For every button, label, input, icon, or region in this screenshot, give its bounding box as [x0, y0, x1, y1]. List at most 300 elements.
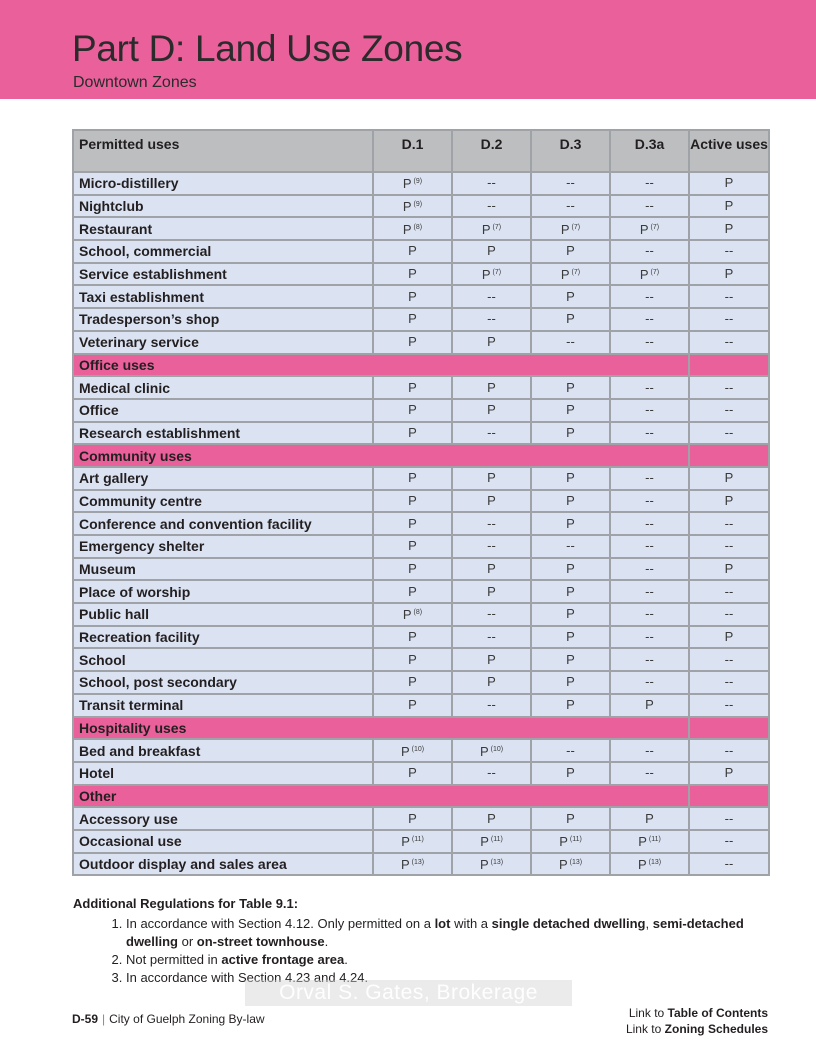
permission-value: P	[402, 221, 412, 237]
table-row	[73, 263, 769, 286]
permission-cell	[610, 762, 689, 785]
footnote-ref: (8)	[413, 223, 423, 231]
link-zoning-schedules[interactable]: Link to Zoning Schedules	[625, 1022, 768, 1036]
permission-cell	[689, 648, 769, 671]
footnote-ref: (7)	[492, 269, 502, 277]
table-row	[73, 172, 769, 195]
permission-cell	[531, 285, 610, 308]
permission-value: P	[724, 765, 734, 781]
permission-value: --	[724, 515, 734, 531]
section-label: Office uses	[73, 354, 689, 377]
table-row	[73, 739, 769, 762]
permission-value: P	[724, 470, 734, 486]
permission-value: P	[487, 379, 496, 395]
permission-cell	[373, 422, 452, 445]
permission-value: --	[724, 334, 734, 350]
permission-cell	[373, 694, 452, 717]
permission-value: --	[566, 538, 575, 554]
permission-cell	[373, 807, 452, 830]
footnote-ref: (7)	[571, 269, 581, 277]
permission-value: P	[566, 651, 575, 667]
permission-value: --	[645, 379, 654, 395]
permission-cell	[689, 240, 769, 263]
footer-left	[72, 1012, 265, 1026]
permission-cell	[689, 467, 769, 490]
permission-value: P	[487, 674, 496, 690]
permission-value: P	[408, 311, 417, 327]
permission-cell	[610, 195, 689, 218]
permission-cell	[452, 830, 531, 853]
permission-cell	[610, 376, 689, 399]
permission-cell	[452, 626, 531, 649]
section-header-row	[73, 444, 769, 467]
permission-cell	[373, 671, 452, 694]
permission-cell	[531, 172, 610, 195]
permission-value: --	[645, 402, 654, 418]
column-header-d3a: D.3a	[610, 130, 689, 172]
permission-cell	[531, 240, 610, 263]
section-active-cell	[689, 354, 769, 377]
permission-value: --	[645, 606, 654, 622]
permission-value: P	[408, 810, 417, 826]
permission-value: --	[645, 424, 654, 440]
permission-cell	[531, 648, 610, 671]
permission-value: --	[566, 175, 575, 191]
permission-value: P	[481, 221, 491, 237]
permission-cell	[373, 603, 452, 626]
permission-value: P	[637, 856, 647, 872]
table-row	[73, 603, 769, 626]
permission-value: --	[645, 198, 654, 214]
footer-links	[626, 1005, 768, 1037]
permission-cell	[689, 490, 769, 513]
permission-value: P	[408, 583, 417, 599]
permission-cell	[373, 739, 452, 762]
permission-value: P	[408, 266, 417, 282]
use-name: School, post secondary	[73, 671, 373, 694]
permission-value: P	[408, 674, 417, 690]
permission-cell	[610, 467, 689, 490]
permission-cell	[689, 331, 769, 354]
permission-cell	[531, 490, 610, 513]
permission-value: --	[724, 855, 734, 871]
permission-cell	[531, 422, 610, 445]
permission-value: P	[479, 743, 489, 759]
permission-cell	[373, 535, 452, 558]
permission-cell	[531, 195, 610, 218]
permission-cell	[373, 558, 452, 581]
table-row	[73, 853, 769, 876]
table-row	[73, 558, 769, 581]
permission-value: P	[566, 629, 575, 645]
notes-title: Additional Regulations for Table 9.1:	[73, 896, 299, 911]
permission-value: --	[566, 198, 575, 214]
permission-value: P	[566, 583, 575, 599]
footnote-ref: (7)	[492, 223, 502, 231]
permission-cell	[531, 535, 610, 558]
permission-value: --	[645, 470, 654, 486]
permission-cell	[373, 626, 452, 649]
permission-cell	[531, 376, 610, 399]
permission-cell	[373, 217, 452, 240]
permission-cell	[452, 648, 531, 671]
permission-cell	[452, 558, 531, 581]
permission-cell	[452, 172, 531, 195]
permission-value: --	[487, 538, 496, 554]
permission-value: P	[566, 470, 575, 486]
permission-value: P	[487, 583, 496, 599]
footnote-ref: (13)	[490, 858, 504, 866]
permission-value: P	[487, 561, 496, 577]
use-name: Accessory use	[73, 807, 373, 830]
table-body	[73, 172, 769, 875]
permission-cell	[452, 603, 531, 626]
permission-value: P	[408, 629, 417, 645]
permission-cell	[610, 308, 689, 331]
permission-value: P	[724, 561, 734, 577]
permission-value: --	[645, 492, 654, 508]
permission-cell	[373, 331, 452, 354]
table-row	[73, 671, 769, 694]
permission-cell	[452, 490, 531, 513]
permission-value: P	[566, 424, 575, 440]
permission-value: --	[487, 311, 496, 327]
note-item: 3. In accordance with Section 4.23 and 4.24.	[126, 969, 786, 987]
permission-cell	[373, 308, 452, 331]
permission-value: P	[724, 629, 734, 645]
table-row	[73, 467, 769, 490]
permission-cell	[689, 580, 769, 603]
section-active-cell	[689, 717, 769, 740]
permission-cell	[610, 240, 689, 263]
permission-value: --	[487, 697, 496, 713]
table-row	[73, 422, 769, 445]
permission-value: P	[487, 470, 496, 486]
use-name: Transit terminal	[73, 694, 373, 717]
permission-value: P	[566, 492, 575, 508]
permission-cell	[373, 512, 452, 535]
permission-value: --	[724, 651, 734, 667]
use-name: Research establishment	[73, 422, 373, 445]
use-name: Public hall	[73, 603, 373, 626]
permission-value: P	[408, 470, 417, 486]
permission-value: P	[408, 379, 417, 395]
permission-cell	[373, 853, 452, 876]
footnote-ref: (11)	[569, 836, 582, 844]
use-name: Art gallery	[73, 467, 373, 490]
permission-cell	[373, 830, 452, 853]
section-header-row	[73, 785, 769, 808]
use-name: Office	[73, 399, 373, 422]
permission-cell	[531, 671, 610, 694]
permission-value: P	[560, 267, 570, 283]
permission-value: P	[408, 765, 417, 781]
permission-value: P	[402, 607, 412, 623]
permission-value: P	[400, 743, 410, 759]
permission-cell	[689, 603, 769, 626]
use-name: Community centre	[73, 490, 373, 513]
page-number: D-59	[72, 1012, 99, 1026]
permission-value: P	[566, 243, 575, 259]
use-name: Medical clinic	[73, 376, 373, 399]
table-row	[73, 694, 769, 717]
permission-cell	[610, 535, 689, 558]
permission-value: P	[566, 311, 575, 327]
permission-value: P	[724, 492, 734, 508]
note-item: 2. Not permitted in active frontage area.	[126, 951, 786, 969]
permission-value: --	[645, 334, 654, 350]
permission-cell	[610, 558, 689, 581]
permission-cell	[610, 853, 689, 876]
permission-value: P	[566, 810, 575, 826]
permission-value: --	[487, 424, 496, 440]
permission-value: P	[487, 810, 496, 826]
table-row	[73, 376, 769, 399]
section-header-row	[73, 354, 769, 377]
footnote-ref: (11)	[411, 836, 424, 844]
table-row	[73, 512, 769, 535]
permission-value: P	[566, 288, 575, 304]
use-name: Tradesperson’s shop	[73, 308, 373, 331]
use-name: Service establishment	[73, 263, 373, 286]
permission-value: --	[645, 515, 654, 531]
permission-cell	[689, 195, 769, 218]
permission-cell	[689, 376, 769, 399]
table-row	[73, 648, 769, 671]
permission-cell	[531, 331, 610, 354]
permission-cell	[531, 762, 610, 785]
permission-value: P	[401, 834, 410, 850]
section-label: Other	[73, 785, 689, 808]
permission-value: --	[724, 742, 734, 758]
permission-cell	[531, 558, 610, 581]
permission-cell	[452, 422, 531, 445]
permission-cell	[373, 648, 452, 671]
permission-value: --	[724, 402, 734, 418]
permission-cell	[610, 263, 689, 286]
permission-value: P	[408, 402, 417, 418]
footnote-ref: (7)	[650, 223, 660, 231]
permission-value: --	[645, 288, 654, 304]
permission-cell	[610, 671, 689, 694]
footnote-ref: (9)	[413, 178, 423, 186]
permission-cell	[531, 467, 610, 490]
permission-value: --	[645, 583, 654, 599]
footnote-ref: (13)	[411, 858, 425, 866]
use-name: Taxi establishment	[73, 285, 373, 308]
permission-value: P	[408, 288, 417, 304]
table-row	[73, 308, 769, 331]
permission-value: --	[487, 629, 496, 645]
permission-value: P	[566, 515, 575, 531]
permission-value: P	[408, 651, 417, 667]
permission-cell	[689, 285, 769, 308]
permission-cell	[531, 603, 610, 626]
permission-value: --	[724, 674, 734, 690]
permission-cell	[610, 331, 689, 354]
permission-value: --	[645, 561, 654, 577]
permitted-uses-table	[72, 129, 770, 876]
permission-cell	[452, 376, 531, 399]
permission-cell	[689, 217, 769, 240]
permission-value: P	[408, 492, 417, 508]
use-name: Bed and breakfast	[73, 739, 373, 762]
use-name: Conference and convention facility	[73, 512, 373, 535]
permission-cell	[373, 285, 452, 308]
permission-value: --	[645, 765, 654, 781]
permission-value: P	[408, 515, 417, 531]
permission-cell	[689, 308, 769, 331]
table-row	[73, 331, 769, 354]
table-row	[73, 240, 769, 263]
permission-cell	[373, 399, 452, 422]
permission-value: P	[724, 198, 734, 214]
use-name: Occasional use	[73, 830, 373, 853]
notes-list	[72, 915, 786, 987]
permission-cell	[373, 263, 452, 286]
permission-cell	[452, 535, 531, 558]
permission-value: P	[408, 334, 417, 350]
table-row	[73, 285, 769, 308]
permission-value: P	[566, 697, 575, 713]
section-label: Community uses	[73, 444, 689, 467]
permission-value: --	[487, 606, 496, 622]
use-name: Hotel	[73, 762, 373, 785]
permission-cell	[610, 694, 689, 717]
permission-cell	[452, 512, 531, 535]
permission-cell	[452, 762, 531, 785]
permission-value: --	[566, 742, 575, 758]
permission-cell	[610, 626, 689, 649]
note-item: 1. In accordance with Section 4.12. Only permitted on a lot with a single detached dwelling, semi-detached dwelling or on-street townhouse.	[126, 915, 786, 951]
table-row	[73, 830, 769, 853]
permission-value: --	[645, 243, 654, 259]
column-header-uses: Permitted uses	[73, 130, 373, 172]
permission-value: P	[638, 834, 647, 850]
permission-cell	[531, 217, 610, 240]
permission-value: P	[558, 856, 568, 872]
permission-value: P	[402, 176, 412, 192]
header-banner	[0, 0, 816, 99]
use-name: Nightclub	[73, 195, 373, 218]
permission-value: P	[639, 267, 649, 283]
permission-cell	[373, 195, 452, 218]
permission-cell	[610, 422, 689, 445]
permission-value: P	[408, 561, 417, 577]
section-header-row	[73, 717, 769, 740]
use-name: School, commercial	[73, 240, 373, 263]
permission-cell	[689, 558, 769, 581]
permission-value: --	[724, 288, 734, 304]
permission-value: --	[487, 288, 496, 304]
permission-cell	[452, 263, 531, 286]
permission-cell	[689, 671, 769, 694]
permission-value: --	[645, 651, 654, 667]
permission-cell	[610, 830, 689, 853]
section-active-cell	[689, 785, 769, 808]
permission-value: P	[408, 424, 417, 440]
permission-cell	[452, 240, 531, 263]
permission-value: P	[487, 651, 496, 667]
document-name: City of Guelph Zoning By-law	[109, 1012, 265, 1026]
link-table-of-contents[interactable]: Link to Table of Contents	[628, 1006, 768, 1020]
use-name: Recreation facility	[73, 626, 373, 649]
permission-cell	[689, 399, 769, 422]
permission-cell	[531, 308, 610, 331]
permission-value: P	[479, 856, 489, 872]
permission-value: --	[724, 379, 734, 395]
permission-value: --	[724, 311, 734, 327]
section-active-cell	[689, 444, 769, 467]
footnote-ref: (10)	[490, 745, 504, 753]
permission-value: --	[645, 538, 654, 554]
permission-value: P	[408, 538, 417, 554]
permission-cell	[610, 285, 689, 308]
permission-value: P	[566, 606, 575, 622]
permission-cell	[531, 399, 610, 422]
footnote-ref: (13)	[569, 858, 583, 866]
permission-cell	[689, 263, 769, 286]
permission-value: P	[724, 220, 734, 236]
use-name: Restaurant	[73, 217, 373, 240]
footer-separator: |	[102, 1012, 106, 1026]
permission-cell	[452, 285, 531, 308]
permission-cell	[689, 853, 769, 876]
footnote-ref: (9)	[413, 201, 423, 209]
permission-cell	[373, 580, 452, 603]
permission-cell	[531, 580, 610, 603]
use-name: Micro-distillery	[73, 172, 373, 195]
permission-value: --	[645, 629, 654, 645]
permission-cell	[452, 739, 531, 762]
permission-cell	[610, 399, 689, 422]
permission-cell	[610, 580, 689, 603]
footnote-ref: (10)	[411, 745, 425, 753]
permission-value: --	[724, 424, 734, 440]
permission-value: P	[402, 199, 412, 215]
permission-cell	[689, 807, 769, 830]
permission-value: --	[487, 515, 496, 531]
column-header-d1: D.1	[373, 130, 452, 172]
permission-value: --	[724, 243, 734, 259]
permission-cell	[610, 217, 689, 240]
table-row	[73, 399, 769, 422]
footnote-ref: (7)	[650, 269, 660, 277]
permission-cell	[610, 807, 689, 830]
permission-cell	[610, 490, 689, 513]
table-row	[73, 762, 769, 785]
permission-value: P	[408, 697, 417, 713]
table-row	[73, 626, 769, 649]
permission-value: --	[724, 697, 734, 713]
permission-value: P	[645, 697, 654, 713]
permission-value: --	[724, 810, 734, 826]
permission-value: --	[724, 538, 734, 554]
permission-cell	[452, 308, 531, 331]
permission-value: P	[559, 834, 568, 850]
table-row	[73, 195, 769, 218]
permission-value: P	[408, 243, 417, 259]
permission-cell	[531, 807, 610, 830]
permission-cell	[689, 422, 769, 445]
permission-cell	[610, 512, 689, 535]
permission-value: P	[487, 243, 496, 259]
permission-value: P	[645, 810, 654, 826]
permission-value: P	[724, 175, 734, 191]
permission-value: P	[566, 674, 575, 690]
use-name: Emergency shelter	[73, 535, 373, 558]
table-row	[73, 490, 769, 513]
